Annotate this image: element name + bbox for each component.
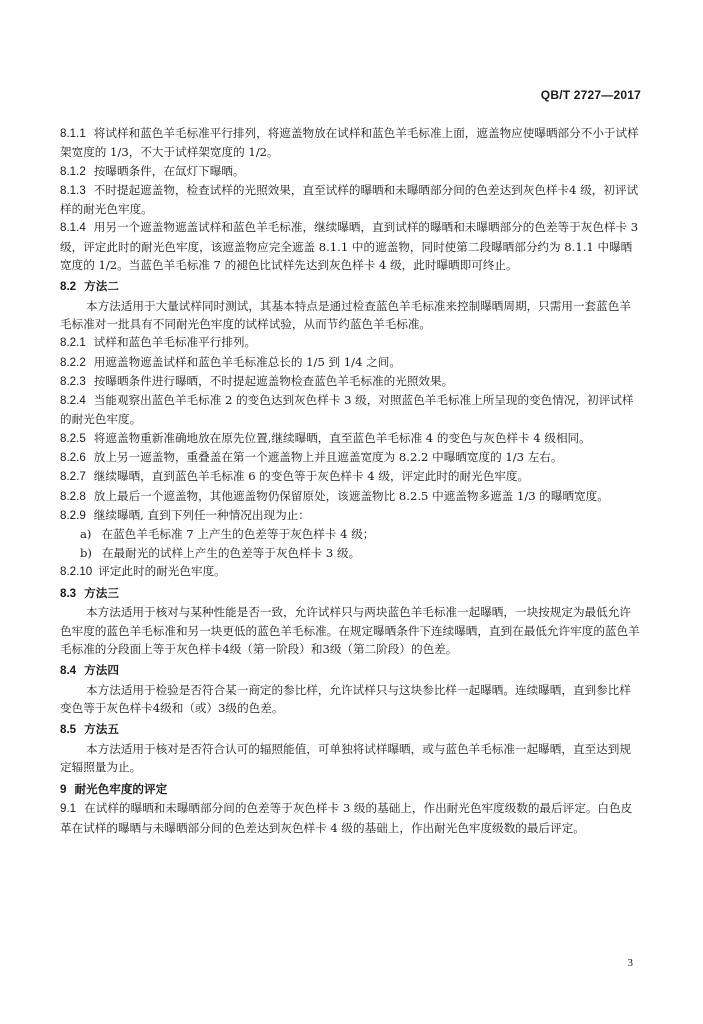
clause-number: 8.2.6 <box>60 451 86 465</box>
clause-number: b) <box>80 545 92 560</box>
body-paragraph <box>60 740 642 777</box>
clause-text: 本方法适用于核对是否符合认可的辐照能值，可单独将试样曝晒，或与蓝色羊毛标准一起曝晒，直至达到规定辐照量为止。 <box>60 741 631 774</box>
clause-paragraph <box>60 124 642 162</box>
clause-number: 8.2.4 <box>60 394 86 408</box>
clause-text: 放上另一遮盖物，重叠盖在第一个遮盖物上并且遮盖宽度为 8.2.2 中曝晒宽度的 1/3 左右。 <box>93 450 563 465</box>
clause-paragraph <box>60 218 642 274</box>
clause-number: a) <box>80 527 92 542</box>
clause-text: 按曝晒条件进行曝晒，不时提起遮盖物检查蓝色羊毛标准的光照效果。 <box>93 373 454 388</box>
section-heading <box>60 780 642 799</box>
clause-paragraph <box>60 467 642 486</box>
clause-text: 本方法适用于核对与某种性能是否一致，允许试样只与两块蓝色羊毛标准一起曝晒，一块按规定为最低允许色牢度的蓝色羊毛标准和另一块更低的蓝色羊毛标准。在规定曝晒条件下连续曝晒，直到在最低允许牢度的蓝色羊毛标准的分段面上等于灰色样卡4级（第一阶段）和3级（第二阶段）的色差。 <box>60 605 640 657</box>
clause-text: 继续曝晒, 直到下列任一种情况出现为止： <box>93 507 310 522</box>
list-item <box>60 544 642 562</box>
clause-text: 耐光色牢度的评定 <box>74 782 168 797</box>
clause-number: 8.1.2 <box>60 164 86 178</box>
clause-text: 不时提起遮盖物，检查试样的光照效果，直至试样的曝晒和未曝晒部分间的色差达到灰色样卡4 级，初评试样的耐光色牢度。 <box>60 182 639 217</box>
body-paragraph <box>60 603 642 658</box>
subsection-heading <box>60 720 642 739</box>
clause-paragraph <box>60 506 642 525</box>
clause-text: 将遮盖物重新准确地放在原先位置,继续曝晒，直至蓝色羊毛标准 4 的变色与灰色样卡 4 级相同。 <box>93 430 591 445</box>
clause-text: 试样和蓝色羊毛标准平行排列。 <box>93 335 257 350</box>
clause-number: 8.2.5 <box>60 431 86 445</box>
clause-text: 放上最后一个遮盖物，其他遮盖物仍保留原处，该遮盖物比 8.2.5 中遮盖物多遮盖 1/3 的曝晒宽度。 <box>93 488 609 503</box>
clause-text: 在最耐光的试样上产生的色差等于灰色样卡 3 级。 <box>101 545 361 560</box>
subsection-heading <box>60 277 642 296</box>
clause-text: 本方法适用于检验是否符合某一商定的参比样，允许试样只与这块参比样一起曝晒。连续曝晒，直到参比样变色等于灰色样卡4级和（或）3级的色差。 <box>60 682 631 715</box>
clause-text: 在试样的曝晒和未曝晒部分间的色差等于灰色样卡 3 级的基础上，作出耐光色牢度级数的最后评定。白色皮革在试样的曝晒与未曝晒部分间的色差达到灰色样卡 4 级的基础上，作出耐光色牢度级数的最后评定。 <box>60 801 633 835</box>
clause-number: 8.5 <box>60 723 77 737</box>
clause-paragraph <box>60 799 642 837</box>
clause-number: 8.2.10 <box>60 564 93 578</box>
clause-paragraph <box>60 448 642 467</box>
clause-text: 按曝晒条件，在氙灯下曝晒。 <box>93 163 245 178</box>
subsection-heading <box>60 584 642 603</box>
clause-number: 9.1 <box>60 802 77 816</box>
clause-number: 8.2.3 <box>60 374 86 388</box>
clause-number: 8.2.2 <box>60 355 86 369</box>
clause-paragraph <box>60 429 642 448</box>
document-body <box>60 124 642 837</box>
clause-number: 8.2.9 <box>60 508 86 522</box>
clause-paragraph <box>60 372 642 391</box>
clause-text: 用另一个遮盖物遮盖试样和蓝色羊毛标准，继续曝晒，直到试样的曝晒和未曝晒部分的色差等于灰色样卡 3 级，评定此时的耐光色牢度，该遮盖物应完全遮盖 8.1.1 中的遮盖物，同时使第二段曝晒部分约为 8.1.1 中曝晒宽度的 1/2。当蓝色羊毛标准 7 的褪色比试样先达到灰色样卡 4 级，此时曝晒即可终止。 <box>60 220 639 273</box>
clause-paragraph <box>60 333 642 352</box>
clause-text: 当能观察出蓝色羊毛标准 2 的变色达到灰色样卡 3 级，对照蓝色羊毛标准上所呈现的变色情况，初评试样的耐光色牢度。 <box>60 393 634 427</box>
clause-number: 8.1.1 <box>60 127 86 140</box>
clause-text: 继续曝晒，直到蓝色羊毛标准 6 的变色等于灰色样卡 4 级，评定此时的耐光色牢度。 <box>93 469 530 484</box>
clause-text: 将试样和蓝色羊毛标准平行排列，将遮盖物放在试样和蓝色羊毛标准上面，遮盖物应使曝晒部分不小于试样架宽度的 1/3，不大于试样架宽度的 1/2。 <box>60 126 639 160</box>
clause-number: 8.3 <box>60 587 77 601</box>
clause-number: 8.4 <box>60 664 77 678</box>
clause-number: 8.2.8 <box>60 489 86 503</box>
clause-text: 方法五 <box>84 722 119 737</box>
clause-text: 方法二 <box>84 279 119 294</box>
clause-number: 8.2.7 <box>60 470 86 484</box>
clause-paragraph <box>60 487 642 506</box>
body-paragraph <box>60 681 642 718</box>
clause-text: 评定此时的耐光色牢度。 <box>98 563 226 578</box>
clause-paragraph <box>60 181 642 219</box>
clause-text: 用遮盖物遮盖试样和蓝色羊毛标准总长的 1/5 到 1/4 之间。 <box>93 354 401 369</box>
page-number: 3 <box>627 957 633 969</box>
list-item <box>60 525 642 543</box>
clause-text: 本方法适用于大量试样同时测试，其基本特点是通过检查蓝色羊毛标准来控制曝晒周期，只需用一套蓝色羊毛标准对一批具有不同耐光色牢度的试样试验，从而节约蓝色羊毛标准。 <box>60 298 631 331</box>
clause-text: 在蓝色羊毛标准 7 上产生的色差等于灰色样卡 4 级； <box>101 527 375 542</box>
subsection-heading <box>60 661 642 680</box>
clause-text: 方法三 <box>84 586 119 601</box>
standard-code-header: QB/T 2727—2017 <box>540 88 641 102</box>
clause-number: 8.1.4 <box>60 221 86 235</box>
clause-number: 9 <box>60 783 67 797</box>
clause-paragraph <box>60 391 642 429</box>
clause-number: 8.2 <box>60 280 77 294</box>
clause-paragraph <box>60 562 642 581</box>
clause-paragraph <box>60 162 642 181</box>
body-paragraph <box>60 297 642 334</box>
clause-number: 8.2.1 <box>60 336 86 350</box>
clause-number: 8.1.3 <box>60 183 86 197</box>
clause-paragraph <box>60 353 642 372</box>
clause-text: 方法四 <box>84 663 119 678</box>
